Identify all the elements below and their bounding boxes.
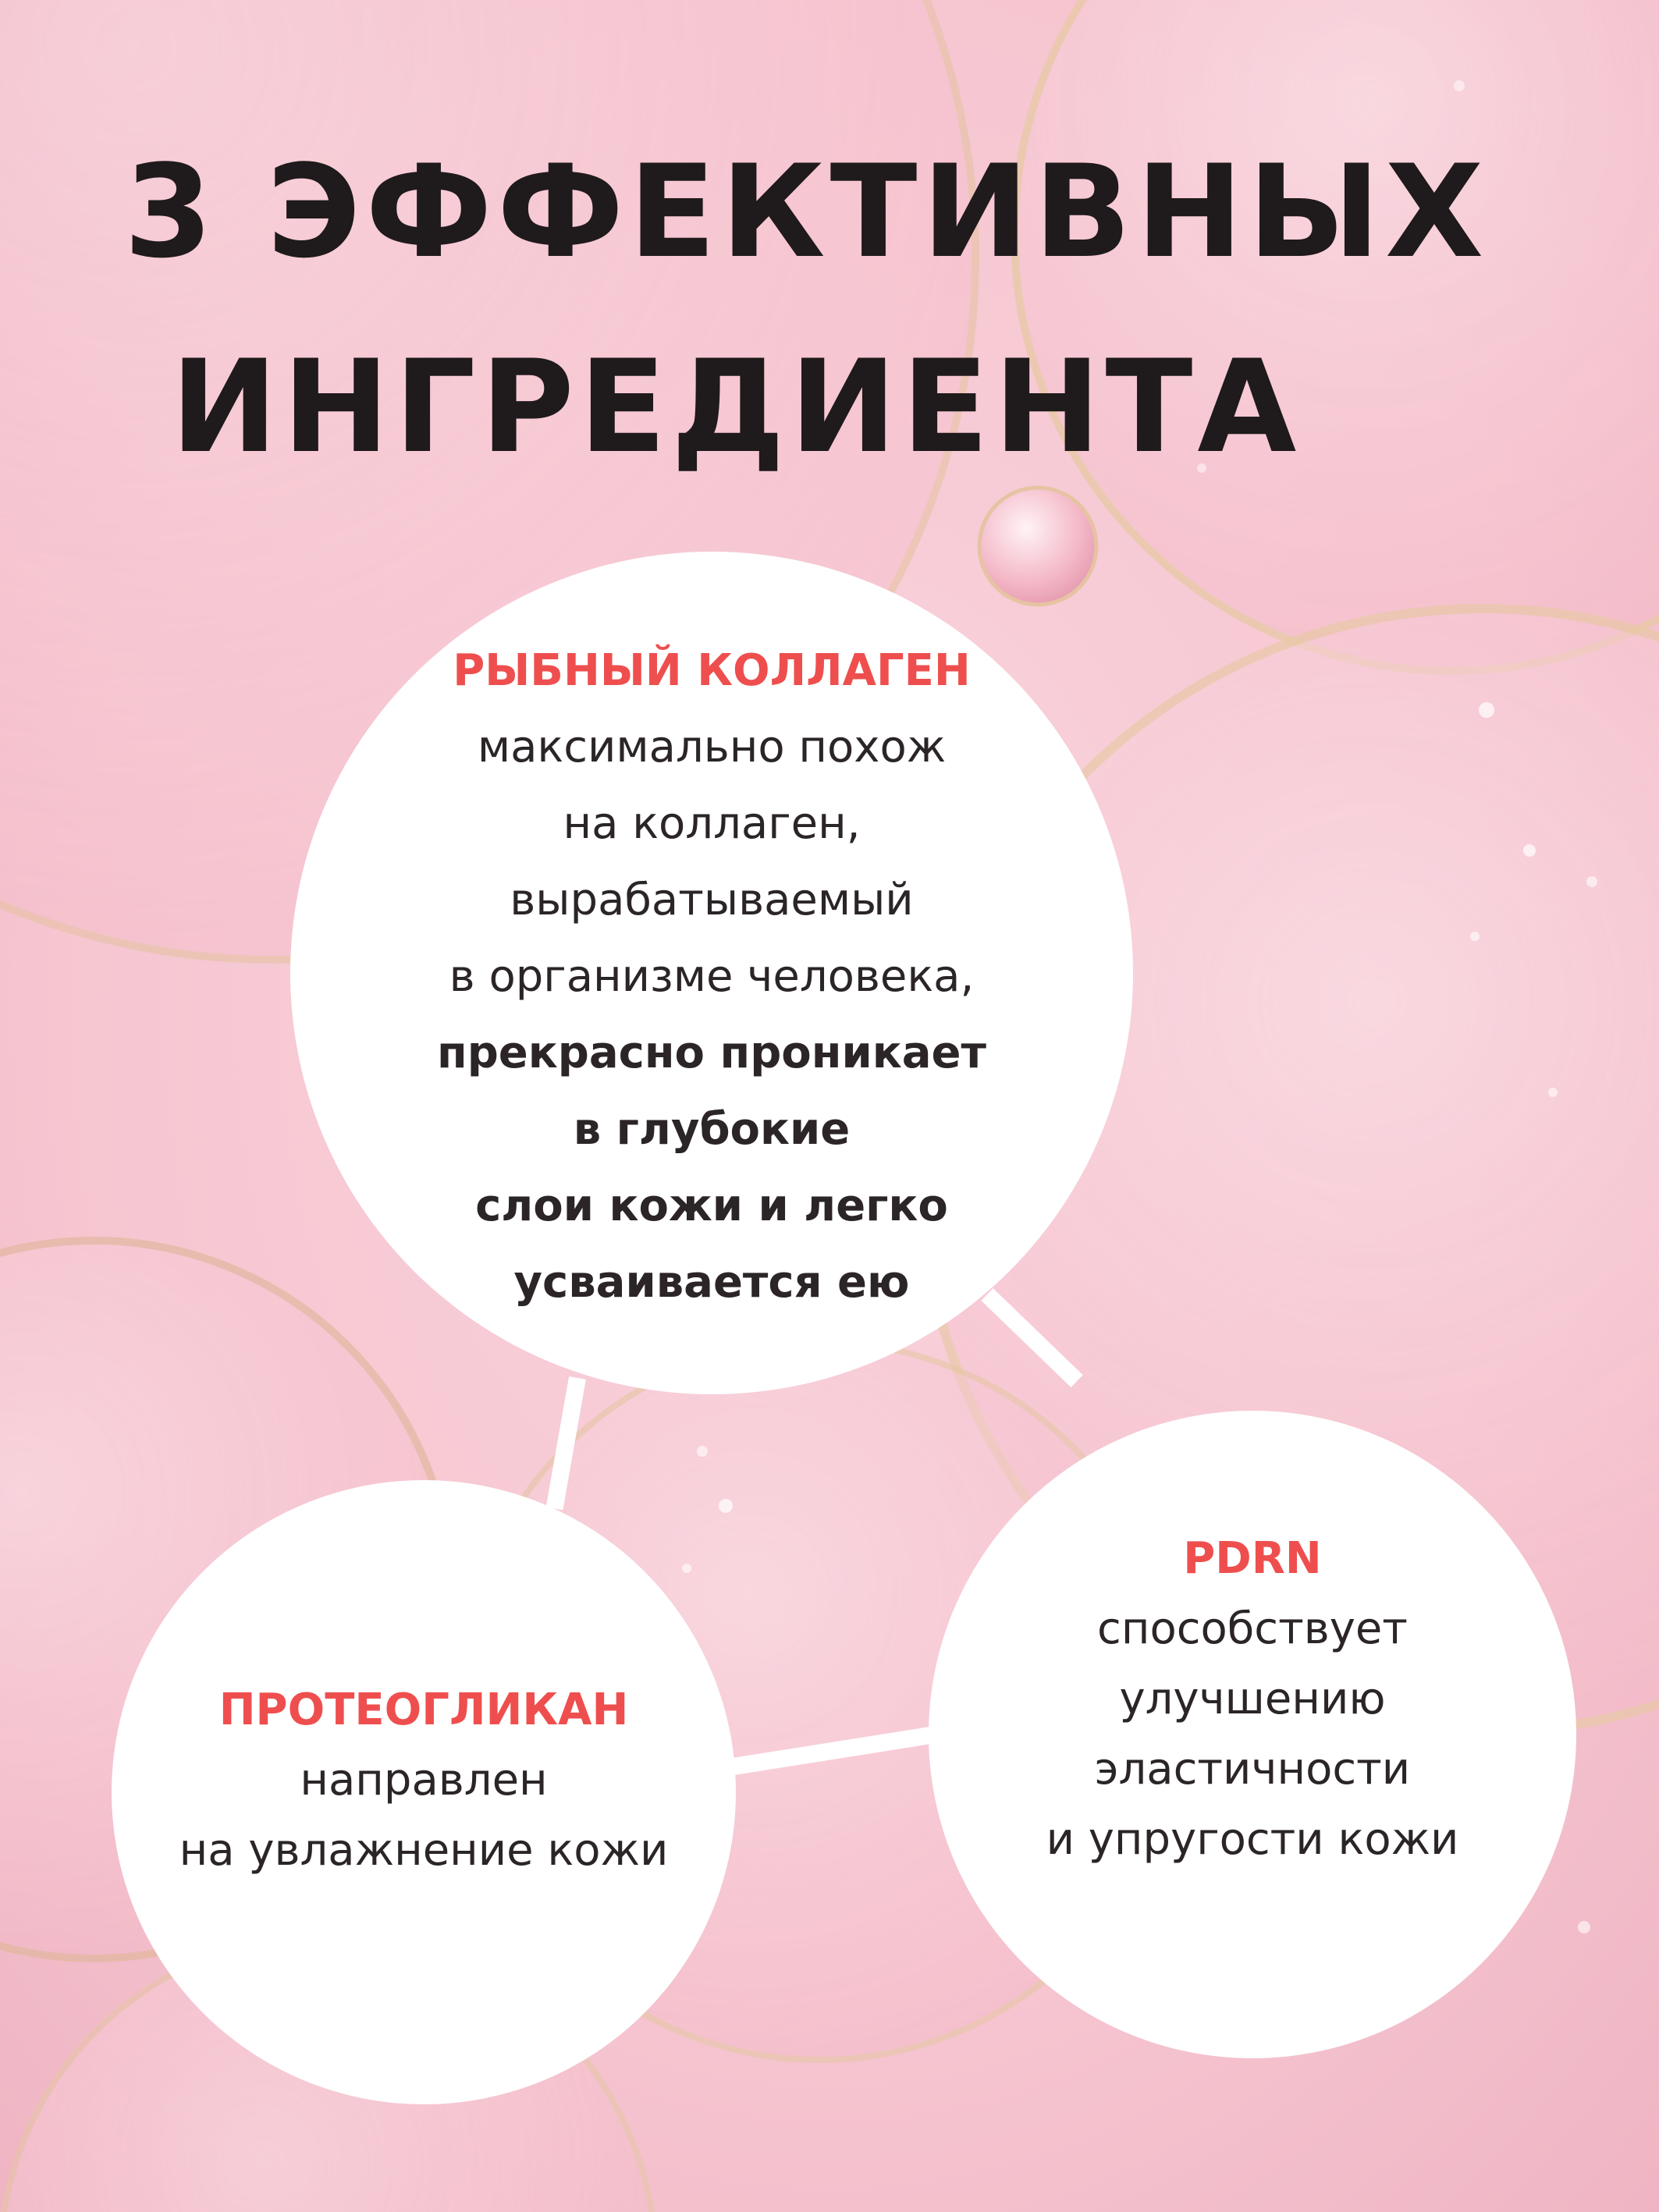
ingredient-highlight-line: слои кожи и легко — [475, 1181, 948, 1231]
ingredient-name: PDRN — [1183, 1533, 1322, 1584]
ingredient-description-line: эластичности — [1094, 1744, 1411, 1795]
ingredient-highlight-line: в глубокие — [573, 1104, 851, 1155]
ingredient-description-line: направлен — [300, 1755, 548, 1805]
ingredient-highlight-line: прекрасно проникает — [437, 1028, 986, 1078]
ingredient-description-line: способствует — [1097, 1603, 1408, 1654]
ingredient-card-proteoglycan — [112, 1480, 736, 2104]
page-title-line-2: ИНГРЕДИЕНТА — [170, 332, 1302, 481]
ingredient-description-line: и упругости кожи — [1046, 1814, 1459, 1865]
ingredient-description-line: на увлажнение кожи — [179, 1825, 669, 1876]
page-title-line-1: 3 ЭФФЕКТИВНЫХ — [123, 137, 1489, 286]
ingredient-description-line: вырабатываемый — [510, 875, 914, 925]
ingredient-description-line: на коллаген, — [563, 798, 861, 849]
ingredient-card-pdrn — [929, 1411, 1576, 2058]
ingredient-card-fish-collagen — [290, 552, 1133, 1394]
ingredient-description-line: улучшению — [1119, 1674, 1386, 1724]
ingredient-highlight-line: усваивается ею — [513, 1257, 910, 1308]
ingredient-description-line: максимально похож — [477, 722, 947, 772]
ingredient-name: ПРОТЕОГЛИКАН — [218, 1685, 629, 1735]
ingredient-name: РЫБНЫЙ КОЛЛАГЕН — [453, 645, 971, 696]
ingredient-description-line: в организме человека, — [449, 951, 975, 1002]
